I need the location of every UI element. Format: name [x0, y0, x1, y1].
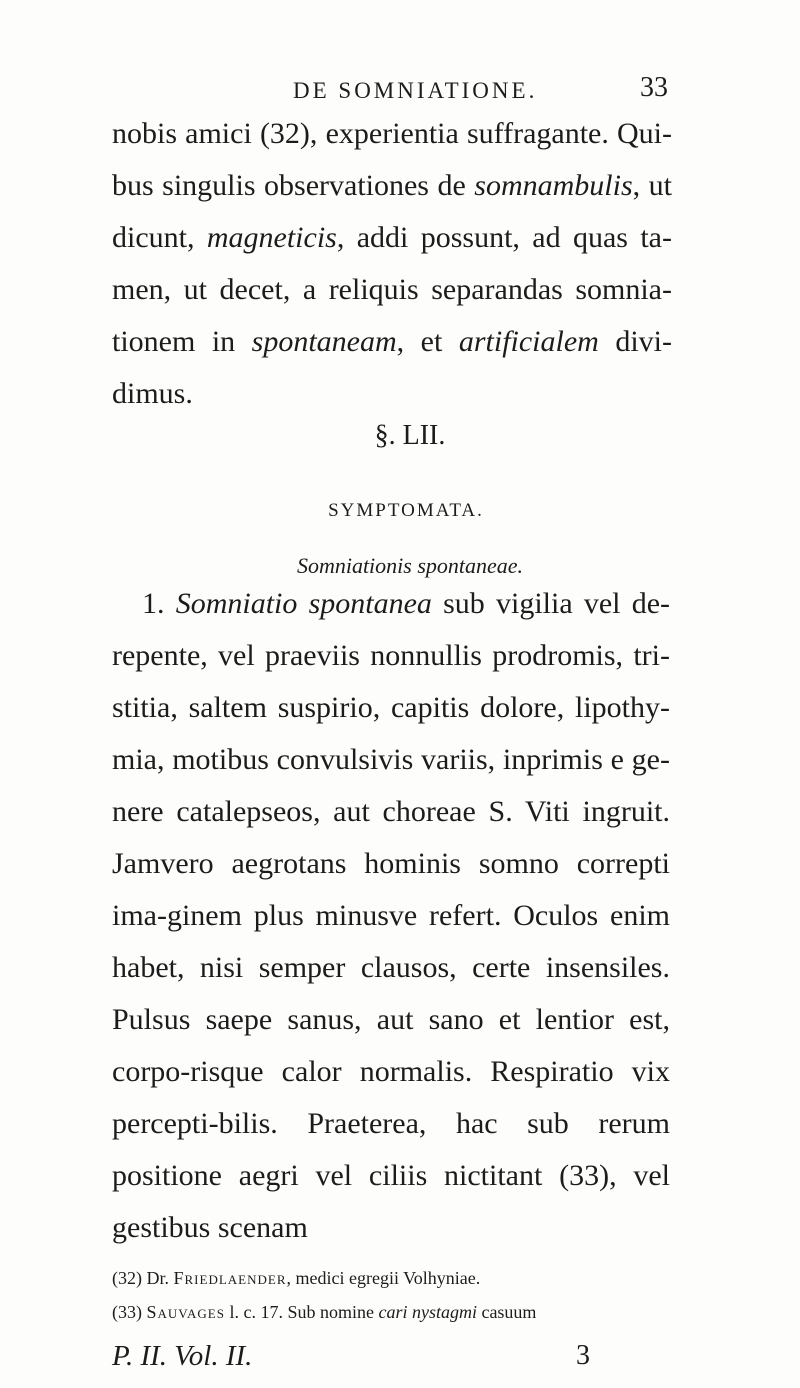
section-subtitle: Somniationis spontaneae. [296, 553, 524, 578]
section-title: SYMPTOMATA. [328, 500, 484, 521]
signature-mark: P. II. Vol. II. [112, 1340, 253, 1372]
italic-term: spontaneam [251, 325, 397, 358]
running-head: DE SOMNIATIONE. [293, 78, 538, 103]
footnote-author: Friedlaender [173, 1268, 287, 1288]
paragraph-text: sub vigilia vel de-repente, vel praeviis nonnullis prodromis, tri-stitia, saltem suspirio, capitis dolore, lipothy-mia, motibus convulsivis variis, inprimis e ge-nere catalepseos, aut choreae S. Viti ingruit. Jamvero aegrotans hominis somno correpti ima-ginem plus minusve refert. Oculos enim habet, nisi semper clausos, certe insensiles. Pulsus saepe sanus, aut sano et lentior est, corpo-risque calor normalis. Respiratio vix percepti-bilis. Praeterea, hac sub rerum positione aegri vel ciliis nictitant (33), vel gestibus scenam [112, 587, 670, 1244]
paragraph-text: , addi possunt, ad quas ta-men, ut decet, a reliquis separandas somnia-tionem in [112, 221, 672, 358]
paragraph-text: divi-dimus. [112, 325, 672, 410]
paragraph-text: nobis amici (32), experientia suffragante. Qui-bus singulis observationes de [112, 117, 672, 202]
footnote-number: (32) [112, 1268, 147, 1288]
section-number: §. LII. [374, 420, 446, 451]
paragraph-number: 1. [142, 587, 176, 620]
italic-term: somnambulis [474, 169, 633, 202]
footnote-number: (33) [112, 1302, 147, 1322]
signature-number: 3 [576, 1340, 590, 1371]
footnote [112, 1261, 692, 1295]
footnote-text: casuum [476, 1302, 537, 1322]
paragraph-text: , et [396, 325, 459, 358]
paragraph-intro [112, 108, 672, 420]
footnote-text: Dr. [146, 1268, 174, 1288]
footnote [112, 1295, 692, 1329]
paragraph-main [112, 578, 670, 1254]
italic-term: magneticis [206, 221, 337, 254]
footnote-text: , medici egregii Volhyniae. [286, 1268, 481, 1288]
footnotes [112, 1261, 692, 1329]
italic-term: Somniatio spontanea [175, 587, 432, 620]
footnote-text: l. c. 17. Sub nomine [224, 1302, 379, 1322]
footnote-author: Sauvages [146, 1302, 225, 1322]
paragraph-text: , ut dicunt, [112, 169, 672, 254]
footnote-italic: cari nystagmi [378, 1302, 477, 1322]
page-number: 33 [640, 72, 668, 103]
italic-term: artificialem [458, 325, 599, 358]
